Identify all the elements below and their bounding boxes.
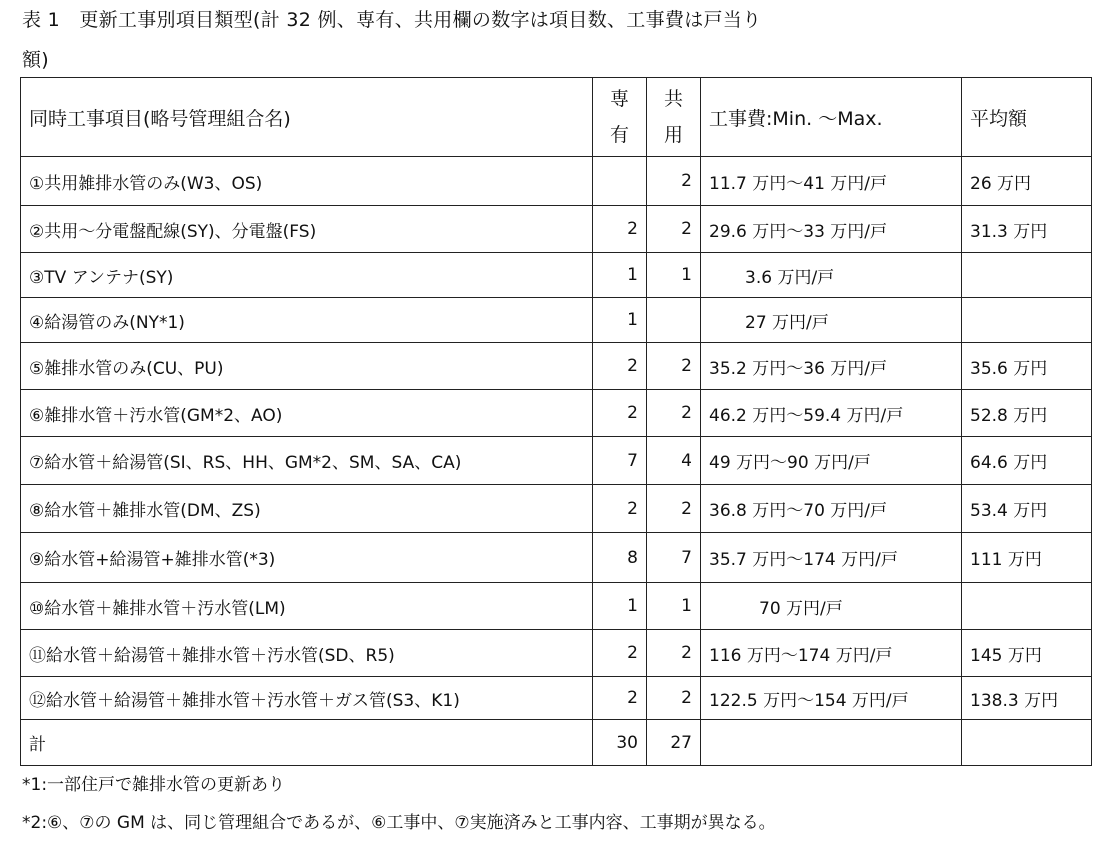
row-common-cell: 2 bbox=[647, 157, 701, 206]
total-label: 計 bbox=[21, 720, 593, 766]
header-item: 同時工事項目(略号管理組合名) bbox=[21, 78, 593, 157]
header-private-line-2: 有 bbox=[609, 124, 629, 146]
row-private-cell: 2 bbox=[593, 485, 647, 533]
row-private-cell: 2 bbox=[593, 390, 647, 437]
header-private bbox=[593, 78, 647, 157]
row-item-cell: ④給湯管のみ(NY*1) bbox=[21, 298, 593, 343]
row-cost-cell: 36.8 万円〜70 万円/戸 bbox=[701, 485, 962, 533]
row-average-cell: 31.3 万円 bbox=[962, 206, 1092, 253]
row-private-cell: 8 bbox=[593, 533, 647, 583]
row-common-cell: 2 bbox=[647, 390, 701, 437]
row-cost-cell: 29.6 万円〜33 万円/戸 bbox=[701, 206, 962, 253]
header-common-line-2: 用 bbox=[663, 124, 683, 146]
row-cost-cell: 11.7 万円〜41 万円/戸 bbox=[701, 157, 962, 206]
row-average-cell: 64.6 万円 bbox=[962, 437, 1092, 485]
row-common-cell: 2 bbox=[647, 485, 701, 533]
row-common-cell: 1 bbox=[647, 583, 701, 630]
row-item-cell: ⑨給水管+給湯管+雑排水管(*3) bbox=[21, 533, 593, 583]
table-row bbox=[21, 630, 1092, 677]
row-average-cell: 26 万円 bbox=[962, 157, 1092, 206]
total-average bbox=[962, 720, 1092, 766]
row-item-cell: ⑦給水管＋給湯管(SI、RS、HH、GM*2、SM、SA、CA) bbox=[21, 437, 593, 485]
row-average-cell: 138.3 万円 bbox=[962, 677, 1092, 720]
table-row bbox=[21, 533, 1092, 583]
row-private-cell: 1 bbox=[593, 253, 647, 298]
row-cost-cell: 116 万円〜174 万円/戸 bbox=[701, 630, 962, 677]
row-cost-cell: 122.5 万円〜154 万円/戸 bbox=[701, 677, 962, 720]
row-common-cell: 1 bbox=[647, 253, 701, 298]
row-item-cell: ②共用〜分電盤配線(SY)、分電盤(FS) bbox=[21, 206, 593, 253]
total-common: 27 bbox=[647, 720, 701, 766]
table-caption bbox=[22, 0, 1022, 80]
row-average-cell bbox=[962, 583, 1092, 630]
caption-line-1: 表 1 更新工事別項目類型(計 32 例、専有、共用欄の数字は項目数、工事費は戸当り bbox=[22, 9, 762, 31]
table-row bbox=[21, 677, 1092, 720]
row-cost-cell: 46.2 万円〜59.4 万円/戸 bbox=[701, 390, 962, 437]
row-item-cell: ⑩給水管＋雑排水管＋汚水管(LM) bbox=[21, 583, 593, 630]
row-common-cell: 2 bbox=[647, 677, 701, 720]
row-common-cell: 7 bbox=[647, 533, 701, 583]
row-cost-cell: 3.6 万円/戸 bbox=[701, 253, 962, 298]
row-item-cell: ③TV アンテナ(SY) bbox=[21, 253, 593, 298]
table-row bbox=[21, 206, 1092, 253]
total-row bbox=[21, 720, 1092, 766]
row-private-cell: 1 bbox=[593, 583, 647, 630]
row-common-cell: 2 bbox=[647, 206, 701, 253]
row-private-cell: 2 bbox=[593, 677, 647, 720]
row-average-cell bbox=[962, 253, 1092, 298]
footnote-1: *1:一部住戸で雑排水管の更新あり bbox=[22, 775, 286, 795]
row-average-cell: 53.4 万円 bbox=[962, 485, 1092, 533]
row-private-cell: 1 bbox=[593, 298, 647, 343]
row-item-cell: ⑪給水管＋給湯管＋雑排水管＋汚水管(SD、R5) bbox=[21, 630, 593, 677]
table-row bbox=[21, 485, 1092, 533]
renewal-works-table bbox=[20, 77, 1092, 766]
row-item-cell: ⑤雑排水管のみ(CU、PU) bbox=[21, 343, 593, 390]
row-cost-cell: 27 万円/戸 bbox=[701, 298, 962, 343]
row-private-cell: 2 bbox=[593, 630, 647, 677]
footnote-2: *2:⑥、⑦の GM は、同じ管理組合であるが、⑥工事中、⑦実施済みと工事内容、工事期が異なる。 bbox=[22, 813, 776, 833]
table-row bbox=[21, 390, 1092, 437]
table-row bbox=[21, 583, 1092, 630]
row-average-cell: 111 万円 bbox=[962, 533, 1092, 583]
row-average-cell: 52.8 万円 bbox=[962, 390, 1092, 437]
table-row bbox=[21, 343, 1092, 390]
row-common-cell: 4 bbox=[647, 437, 701, 485]
row-item-cell: ⑧給水管＋雑排水管(DM、ZS) bbox=[21, 485, 593, 533]
row-cost-cell: 49 万円〜90 万円/戸 bbox=[701, 437, 962, 485]
row-common-cell bbox=[647, 298, 701, 343]
table-row bbox=[21, 157, 1092, 206]
table-header-row bbox=[21, 78, 1092, 157]
footnotes bbox=[22, 766, 1092, 842]
header-cost: 工事費:Min. 〜Max. bbox=[701, 78, 962, 157]
row-item-cell: ⑫給水管＋給湯管＋雑排水管＋汚水管＋ガス管(S3、K1) bbox=[21, 677, 593, 720]
table-row bbox=[21, 298, 1092, 343]
header-private-line-1: 専 bbox=[609, 88, 629, 110]
header-average: 平均額 bbox=[962, 78, 1092, 157]
total-cost bbox=[701, 720, 962, 766]
table-row bbox=[21, 437, 1092, 485]
row-private-cell bbox=[593, 157, 647, 206]
total-private: 30 bbox=[593, 720, 647, 766]
table-row bbox=[21, 253, 1092, 298]
row-common-cell: 2 bbox=[647, 343, 701, 390]
row-private-cell: 7 bbox=[593, 437, 647, 485]
row-item-cell: ⑥雑排水管＋汚水管(GM*2、AO) bbox=[21, 390, 593, 437]
row-cost-cell: 70 万円/戸 bbox=[701, 583, 962, 630]
row-private-cell: 2 bbox=[593, 343, 647, 390]
row-average-cell: 35.6 万円 bbox=[962, 343, 1092, 390]
row-average-cell bbox=[962, 298, 1092, 343]
row-common-cell: 2 bbox=[647, 630, 701, 677]
header-common bbox=[647, 78, 701, 157]
caption-line-2: 額) bbox=[22, 49, 50, 71]
row-cost-cell: 35.2 万円〜36 万円/戸 bbox=[701, 343, 962, 390]
row-item-cell: ①共用雑排水管のみ(W3、OS) bbox=[21, 157, 593, 206]
row-private-cell: 2 bbox=[593, 206, 647, 253]
header-common-line-1: 共 bbox=[663, 88, 683, 110]
row-cost-cell: 35.7 万円〜174 万円/戸 bbox=[701, 533, 962, 583]
row-average-cell: 145 万円 bbox=[962, 630, 1092, 677]
